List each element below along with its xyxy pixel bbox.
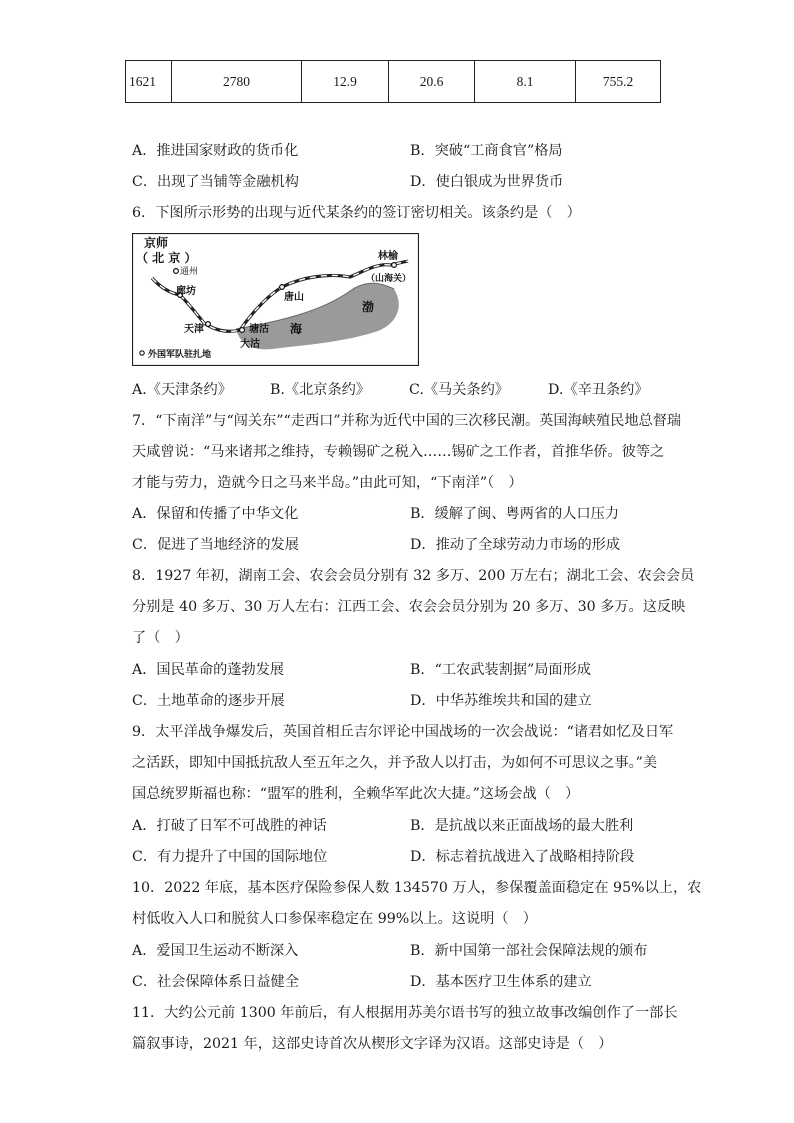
label-tongzhou: 通州 (180, 267, 199, 277)
q10-option-c: C．社会保障体系日益健全 (132, 974, 299, 990)
q5-option-c: C．出现了当铺等金融机构 (132, 174, 299, 190)
label-capital: 京师 (144, 236, 169, 250)
q9-option-b: B．是抗战以来正面战场的最大胜利 (410, 818, 634, 834)
label-tanggu: 塘沽 (249, 324, 269, 335)
table-cell: 755.2 (576, 61, 661, 103)
station-marker (240, 328, 245, 333)
table-row (126, 61, 661, 103)
q9-stem-line: 国总统罗斯福也称：“盟军的胜利，全赖华军此次大捷。”这场会战（ ） (132, 786, 580, 802)
q11-stem-line: 篇叙事诗，2021 年，这部史诗首次从楔形文字译为汉语。这部史诗是（ ） (132, 1036, 613, 1052)
table-cell: 20.6 (389, 61, 475, 103)
q10-stem-line: 村低收入人口和脱贫人口参保率稳定在 99%以上。这说明（ ） (132, 911, 537, 927)
station-marker (206, 322, 211, 327)
q9-stem-line: 之活跃，即知中国抵抗敌人至五年之久，并予敌人以打击，为如何不可思议之事。”美 (132, 755, 658, 771)
label-bo: 渤 (362, 300, 375, 314)
q6-map (132, 233, 419, 366)
table-cell: 8.1 (475, 61, 576, 103)
q9-stem-line: 9．太平洋战争爆发后，英国首相丘吉尔评论中国战场的一次会战说：“诸君如忆及日军 (132, 724, 674, 740)
label-shanhaiguan: （山海关） (366, 274, 412, 284)
q6-option-b: B.《北京条约》 (270, 382, 371, 398)
label-langfang: 廊坊 (176, 286, 196, 297)
table-cell: 2780 (172, 61, 302, 103)
label-dagu: 大沽 (240, 339, 260, 350)
table-cell: 12.9 (302, 61, 389, 103)
q8-stem-line: 分别是 40 多万、30 万人左右：江西工会、农会会员分别为 20 多万、30 多万。这反映 (132, 599, 686, 615)
map-figure (132, 233, 419, 366)
label-tianjin: 天津 (184, 324, 204, 335)
q6-option-a: A.《天津条约》 (132, 382, 232, 398)
q6-option-c: C.《马关条约》 (409, 382, 509, 398)
q8-option-d: D．中华苏维埃共和国的建立 (410, 693, 592, 709)
q5-option-b: B．突破“工商食官”格局 (410, 143, 563, 159)
label-tangshan: 唐山 (284, 292, 304, 303)
q10-option-b: B．新中国第一部社会保障法规的颁布 (410, 943, 648, 959)
q7-stem-line: 天咸曾说：“马来诸邦之维持，专赖锡矿之税入……锡矿之工作者，首推华侨。彼等之 (132, 444, 665, 460)
q6-stem: 6．下图所示形势的出现与近代某条约的签订密切相关。该条约是（ ） (132, 205, 581, 221)
label-linyu: 林榆 (378, 251, 398, 262)
q8-stem-line: 8．1927 年初，湖南工会、农会会员分别有 32 多万、200 万左右；湖北工会、农会会员 (132, 568, 695, 584)
q7-stem-line: 7．“下南洋”与“闯关东”“走西口”并称为近代中国的三次移民潮。英国海峡殖民地总督瑞 (132, 413, 682, 429)
q7-option-b: B．缓解了闽、粤两省的人口压力 (410, 506, 620, 522)
station-marker (280, 285, 285, 290)
q8-stem-line: 了（ ） (132, 630, 189, 646)
q7-option-a: A．保留和传播了中华文化 (132, 506, 299, 522)
q11-stem-line: 11．大约公元前 1300 年前后，有人根据用苏美尔语书写的独立故事改编创作了一部长 (132, 1005, 678, 1021)
label-capital-sub: （ 北 京 ） (136, 251, 197, 265)
legend-label: 外国军队驻扎地 (148, 350, 212, 360)
q10-option-d: D．基本医疗卫生体系的建立 (410, 974, 592, 990)
q7-option-d: D．推动了全球劳动力市场的形成 (410, 537, 621, 553)
q10-stem-line: 10．2022 年底，基本医疗保险参保人数 134570 万人，参保覆盖面稳定在 95%以上，农 (132, 880, 702, 896)
data-table (125, 60, 661, 103)
q5-option-a: A．推进国家财政的货币化 (132, 143, 299, 159)
q6-option-d: D.《辛丑条约》 (548, 382, 649, 398)
q7-option-c: C．促进了当地经济的发展 (132, 537, 299, 553)
table-cell: 1621 (126, 61, 172, 103)
q9-option-a: A．打破了日军不可战胜的神话 (132, 818, 327, 834)
legend-marker (140, 351, 144, 355)
q8-option-b: B．“工农武装割据”局面形成 (410, 662, 591, 678)
q10-option-a: A．爱国卫生运动不断深入 (132, 943, 299, 959)
q9-option-c: C．有力提升了中国的国际地位 (132, 849, 328, 865)
q8-option-c: C．土地革命的逐步开展 (132, 693, 285, 709)
station-marker (392, 263, 397, 268)
q5-option-d: D．使白银成为世界货币 (410, 174, 564, 190)
q7-stem-line: 才能与劳力，造就今日之马来半岛。”由此可知，“下南洋”（ ） (132, 475, 523, 491)
q9-option-d: D．标志着抗战进入了战略相持阶段 (410, 849, 635, 865)
q8-option-a: A．国民革命的蓬勃发展 (132, 662, 285, 678)
label-sea: 海 (290, 322, 303, 336)
station-marker (174, 269, 179, 274)
